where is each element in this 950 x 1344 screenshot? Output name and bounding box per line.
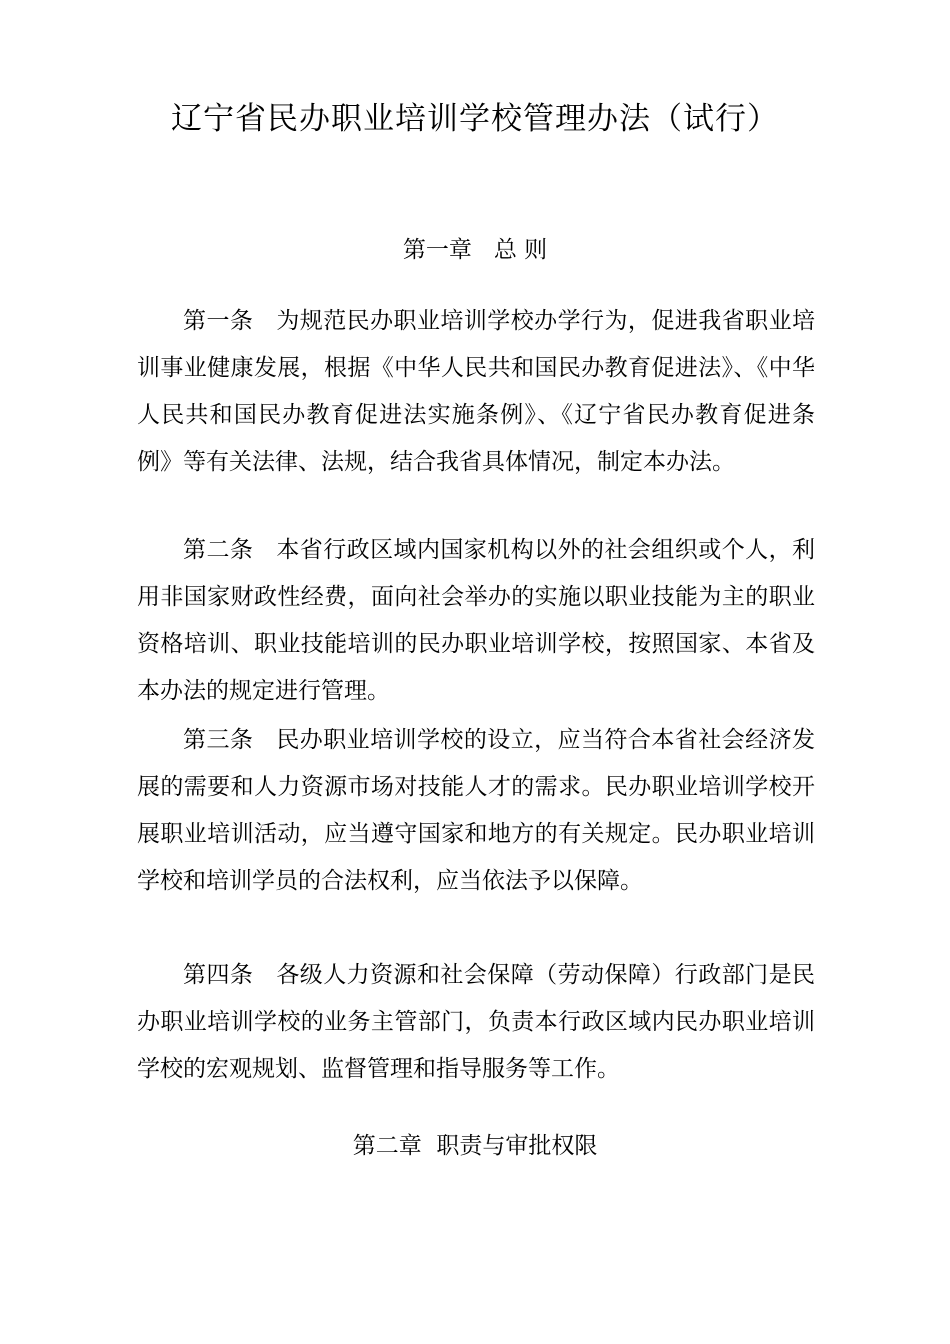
- article-paragraph: [137, 952, 815, 1093]
- article-text: 民办职业培训学校的设立，应当符合本省社会经济发展的需要和人力资源市场对技能人才的需求。民办职业培训学校开展职业培训活动，应当遵守国家和地方的有关规定。民办职业培训学校和培训学员的合法权利，应当依法予以保障。: [137, 727, 816, 894]
- article-text: 为规范民办职业培训学校办学行为，促进我省职业培训事业健康发展，根据《中华人民共和国民办教育促进法》、《中华人民共和国民办教育促进法实施条例》、《辽宁省民办教育促进条例》等有关法律、法规，结合我省具体情况，制定本办法。: [137, 308, 816, 475]
- article-text: 本省行政区域内国家机构以外的社会组织或个人，利用非国家财政性经费，面向社会举办的实施以职业技能为主的职业资格培训、职业技能培训的民办职业培训学校，按照国家、本省及本办法的规定进行管理。: [137, 537, 816, 704]
- chapter-number: 第一章: [402, 237, 472, 263]
- article-number: 第一条: [183, 308, 254, 334]
- chapter-heading: [0, 1130, 950, 1162]
- chapter-heading: [0, 234, 950, 266]
- article-paragraph: [137, 298, 815, 486]
- chapter-number: 第二章: [352, 1133, 422, 1159]
- article-number: 第四条: [183, 962, 254, 988]
- chapter-name: 总 则: [493, 237, 548, 263]
- article-paragraph: [137, 717, 815, 905]
- article-paragraph: [137, 527, 815, 715]
- document-title: 辽宁省民办职业培训学校管理办法（试行）: [171, 101, 779, 137]
- article-number: 第二条: [183, 537, 254, 563]
- article-text: 各级人力资源和社会保障（劳动保障）行政部门是民办职业培训学校的业务主管部门，负责本行政区域内民办职业培训学校的宏观规划、监督管理和指导服务等工作。: [137, 962, 816, 1082]
- chapter-name: 职责与审批权限: [436, 1133, 598, 1159]
- article-number: 第三条: [183, 727, 254, 753]
